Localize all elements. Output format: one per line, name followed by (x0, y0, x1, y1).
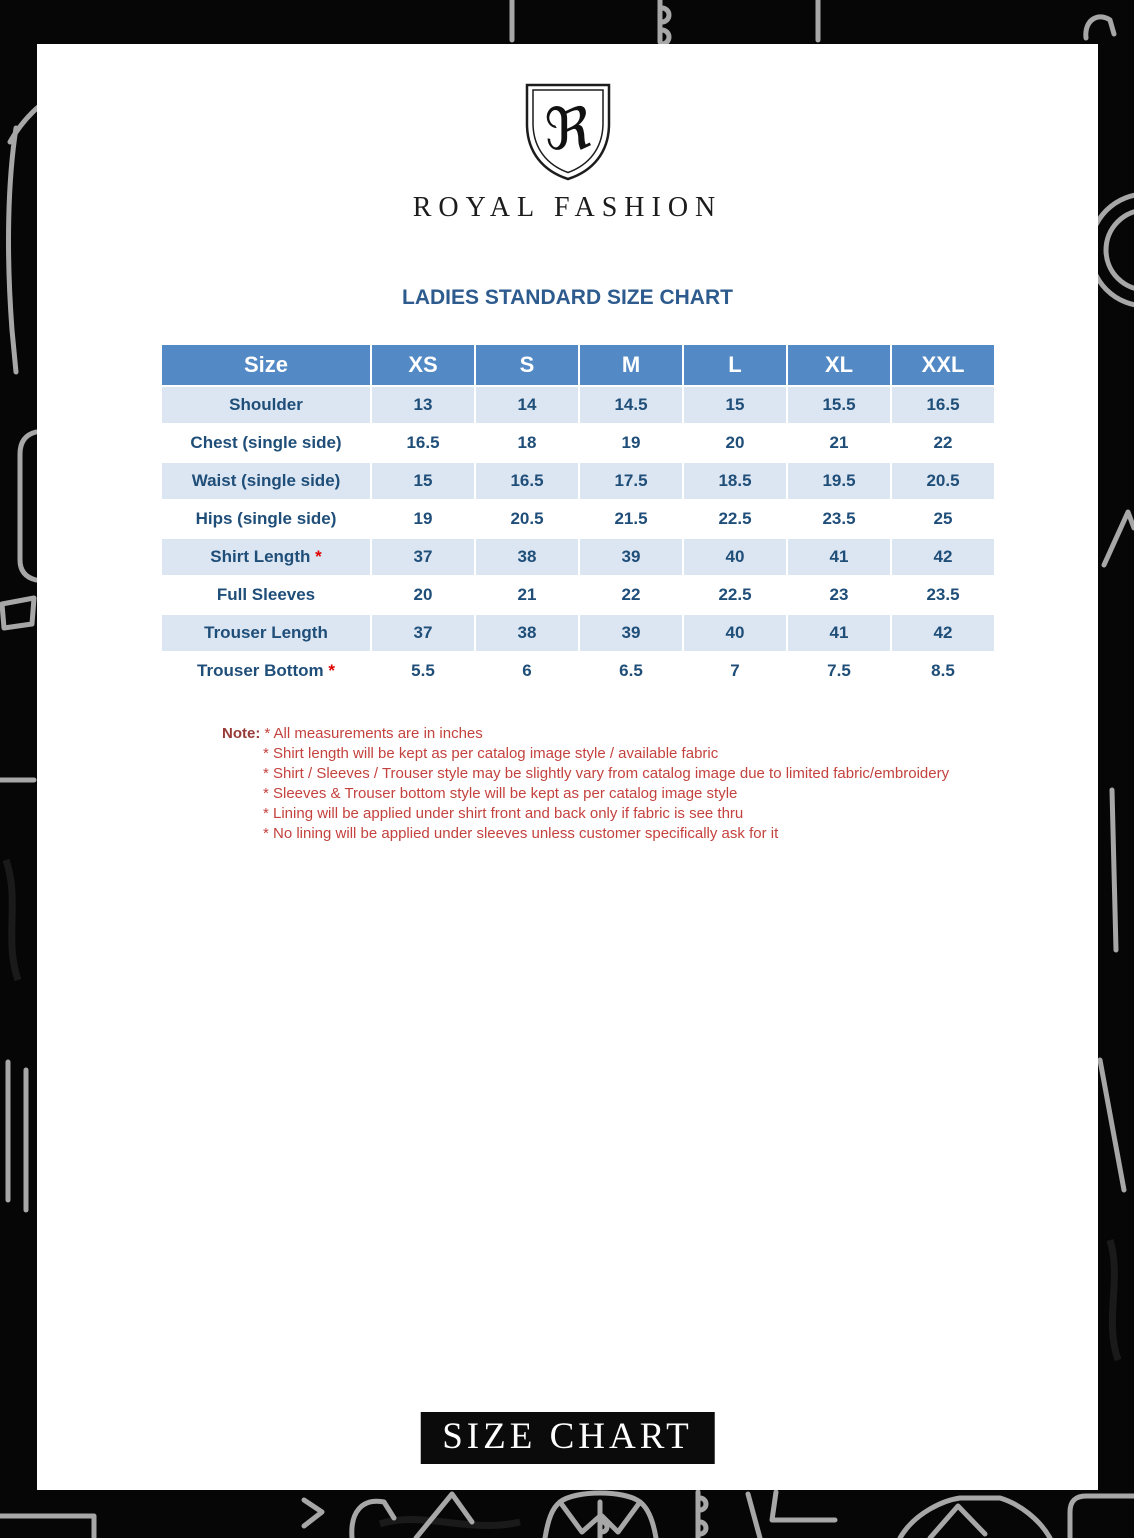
page-title: LADIES STANDARD SIZE CHART (402, 286, 733, 309)
notes-section (222, 724, 1022, 843)
size-chart-banner: SIZE CHART (420, 1412, 715, 1464)
size-value-cell: 21 (788, 425, 890, 461)
asterisk-marker: * (310, 547, 322, 566)
size-value-cell: 39 (580, 615, 682, 651)
size-column-header: XXL (892, 345, 994, 385)
size-value-cell: 19.5 (788, 463, 890, 499)
size-value-cell: 19 (580, 425, 682, 461)
row-label: Trouser Length (162, 615, 370, 651)
row-label: Chest (single side) (162, 425, 370, 461)
size-value-cell: 37 (372, 615, 474, 651)
size-value-cell: 16.5 (892, 387, 994, 423)
size-value-cell: 18.5 (684, 463, 786, 499)
brand-logo (37, 82, 1098, 187)
table-row (162, 653, 994, 689)
size-value-cell: 7.5 (788, 653, 890, 689)
row-label: Full Sleeves (162, 577, 370, 613)
size-value-cell: 6.5 (580, 653, 682, 689)
size-value-cell: 22 (892, 425, 994, 461)
size-value-cell: 25 (892, 501, 994, 537)
size-value-cell: 22.5 (684, 577, 786, 613)
table-header-row (162, 345, 994, 385)
size-value-cell: 5.5 (372, 653, 474, 689)
size-value-cell: 15 (372, 463, 474, 499)
size-column-header: XL (788, 345, 890, 385)
row-label: Hips (single side) (162, 501, 370, 537)
note-line: * Lining will be applied under shirt front and back only if fabric is see thru (263, 804, 744, 822)
size-value-cell: 41 (788, 615, 890, 651)
size-value-cell: 15 (684, 387, 786, 423)
size-value-cell: 17.5 (580, 463, 682, 499)
size-value-cell: 16.5 (372, 425, 474, 461)
row-label: Trouser Bottom * (162, 653, 370, 689)
size-value-cell: 42 (892, 539, 994, 575)
note-line: * Sleeves & Trouser bottom style will be kept as per catalog image style (263, 784, 738, 802)
size-column-header: M (580, 345, 682, 385)
asterisk-marker: * (323, 661, 335, 680)
size-value-cell: 37 (372, 539, 474, 575)
size-table-container (160, 343, 996, 691)
shield-logo-icon (524, 82, 612, 182)
size-value-cell: 22 (580, 577, 682, 613)
size-column-header: S (476, 345, 578, 385)
size-value-cell: 23.5 (892, 577, 994, 613)
size-value-cell: 40 (684, 615, 786, 651)
row-label: Waist (single side) (162, 463, 370, 499)
size-column-header: XS (372, 345, 474, 385)
size-value-cell: 6 (476, 653, 578, 689)
size-value-cell: 8.5 (892, 653, 994, 689)
note-line: * No lining will be applied under sleeves unless customer specifically ask for it (263, 824, 779, 842)
size-value-cell: 15.5 (788, 387, 890, 423)
row-label: Shirt Length * (162, 539, 370, 575)
size-value-cell: 13 (372, 387, 474, 423)
size-value-cell: 22.5 (684, 501, 786, 537)
table-row (162, 425, 994, 461)
table-row (162, 577, 994, 613)
size-value-cell: 20.5 (892, 463, 994, 499)
size-value-cell: 21 (476, 577, 578, 613)
size-value-cell: 41 (788, 539, 890, 575)
size-value-cell: 23 (788, 577, 890, 613)
size-value-cell: 38 (476, 615, 578, 651)
size-value-cell: 21.5 (580, 501, 682, 537)
table-row (162, 539, 994, 575)
blackletter-r-glyph: ℜ (543, 95, 592, 163)
size-value-cell: 39 (580, 539, 682, 575)
size-value-cell: 40 (684, 539, 786, 575)
size-table (160, 343, 996, 691)
size-value-cell: 20 (684, 425, 786, 461)
table-row (162, 387, 994, 423)
size-value-cell: 42 (892, 615, 994, 651)
size-value-cell: 19 (372, 501, 474, 537)
size-value-cell: 14.5 (580, 387, 682, 423)
size-value-cell: 7 (684, 653, 786, 689)
page (37, 44, 1098, 1490)
table-row (162, 501, 994, 537)
note-line: * Shirt length will be kept as per catalog image style / available fabric (263, 744, 719, 762)
size-value-cell: 20.5 (476, 501, 578, 537)
row-label: Shoulder (162, 387, 370, 423)
size-column-header: Size (162, 345, 370, 385)
note-label: Note: (222, 725, 261, 742)
size-value-cell: 23.5 (788, 501, 890, 537)
size-value-cell: 14 (476, 387, 578, 423)
size-value-cell: 16.5 (476, 463, 578, 499)
size-value-cell: 18 (476, 425, 578, 461)
note-line: * Shirt / Sleeves / Trouser style may be slightly vary from catalog image due to limited fabric/embroidery (263, 764, 950, 782)
size-column-header: L (684, 345, 786, 385)
table-row (162, 615, 994, 651)
note-line: Note: * All measurements are in inches (222, 725, 483, 742)
brand-name: ROYAL FASHION (412, 192, 723, 223)
size-value-cell: 20 (372, 577, 474, 613)
table-row (162, 463, 994, 499)
size-value-cell: 38 (476, 539, 578, 575)
